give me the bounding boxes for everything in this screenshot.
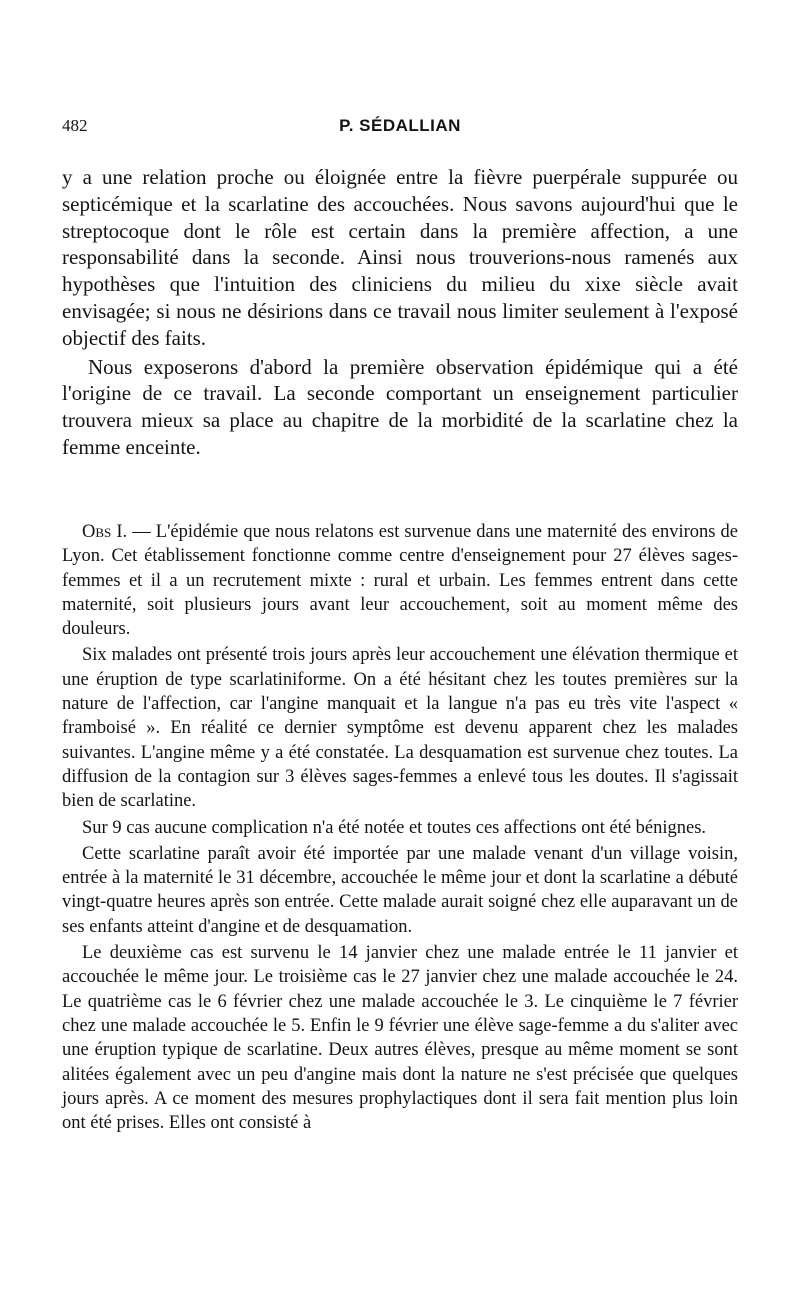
observation-paragraph: Six malades ont présenté trois jours après leur accouchement une élévation thermique et une éruption de type scarlatiniforme. On a été hésitant chez les toutes premières sur la nature de l'affection, car l'angine manquait et la langue n'a pas eu très vite l'aspect « framboisé ». En réalité ce dernier symptôme est devenu apparent chez les malades suivantes. L'angine même y a été constatée. La desquamation est survenue chez toutes. La diffusion de la contagion sur 3 élèves sages-femmes a enlevé tous les doutes. Il s'agissait bien de scarlatine. bbox=[62, 645, 738, 812]
observation-paragraph: Le deuxième cas est survenu le 14 janvier chez une malade entrée le 11 janvier et accouchée le même jour. Le troisième cas le 27 janvier chez une malade accouchée le 24. Le quatrième cas le 6 février chez une malade accouchée le 3. Le cinquième le 7 février chez une malade accouchée le 5. Enfin le 9 février une élève sage-femme a du s'aliter avec une éruption typique de scarlatine. Deux autres élèves, presque au même moment se sont alitées également avec un peu d'angine mais dont la nature ne s'est précisée que quelques jours après. A ce moment des mesures prophylactiques dont il sera fait mention plus loin ont été prises. Elles ont consisté à bbox=[62, 943, 738, 1134]
observation-label: Obs I. bbox=[82, 522, 128, 542]
intro-paragraph: y a une relation proche ou éloignée entre la fièvre puerpérale suppurée ou septicémique et la scarlatine des accouchées. Nous savons aujourd'hui que le streptocoque dont le rôle est certain dans la première affection, a une responsabilité dans la seconde. Ainsi nous trouverions-nous ramenés aux hypothèses que l'intuition des cliniciens du milieu du xixe siècle avait envisagée; si nous ne désirions dans ce travail nous limiter seulement à l'exposé objectif des faits. bbox=[62, 165, 738, 350]
observation-paragraph: Cette scarlatine paraît avoir été importée par une malade venant d'un village voisin, entrée à la maternité le 31 décembre, accouchée le même jour et dont la scarlatine a débuté vingt-quatre heures après son entrée. Cette malade aurait soigné chez elle auparavant un de ses enfants atteint d'angine et de desquamation. bbox=[62, 843, 738, 937]
intro-paragraph: Nous exposerons d'abord la première observation épidémique qui a été l'origine de ce travail. La seconde comportant un enseignement particulier trouvera mieux sa place au chapitre de la morbidité de la scarlatine chez la femme enceinte. bbox=[62, 354, 738, 459]
running-head-author: P. SÉDALLIAN bbox=[339, 116, 461, 135]
observation-paragraph bbox=[62, 520, 738, 641]
observation-section bbox=[62, 520, 738, 1135]
page-number: 482 bbox=[62, 116, 88, 135]
page-header bbox=[62, 116, 738, 140]
observation-paragraph: Sur 9 cas aucune complication n'a été notée et toutes ces affections ont été bénignes. bbox=[82, 817, 707, 838]
observation-text: — L'épidémie que nous relatons est survenue dans une maternité des environs de Lyon. Cet établissement fonctionne comme centre d'enseignement pour 27 élèves sages-femmes et il a un recrutement mixte : rural et urbain. Les femmes entrent dans cette maternité, soit plusieurs jours avant leur accouchement, soit au moment même des douleurs. bbox=[62, 522, 739, 640]
intro-section bbox=[62, 164, 738, 461]
